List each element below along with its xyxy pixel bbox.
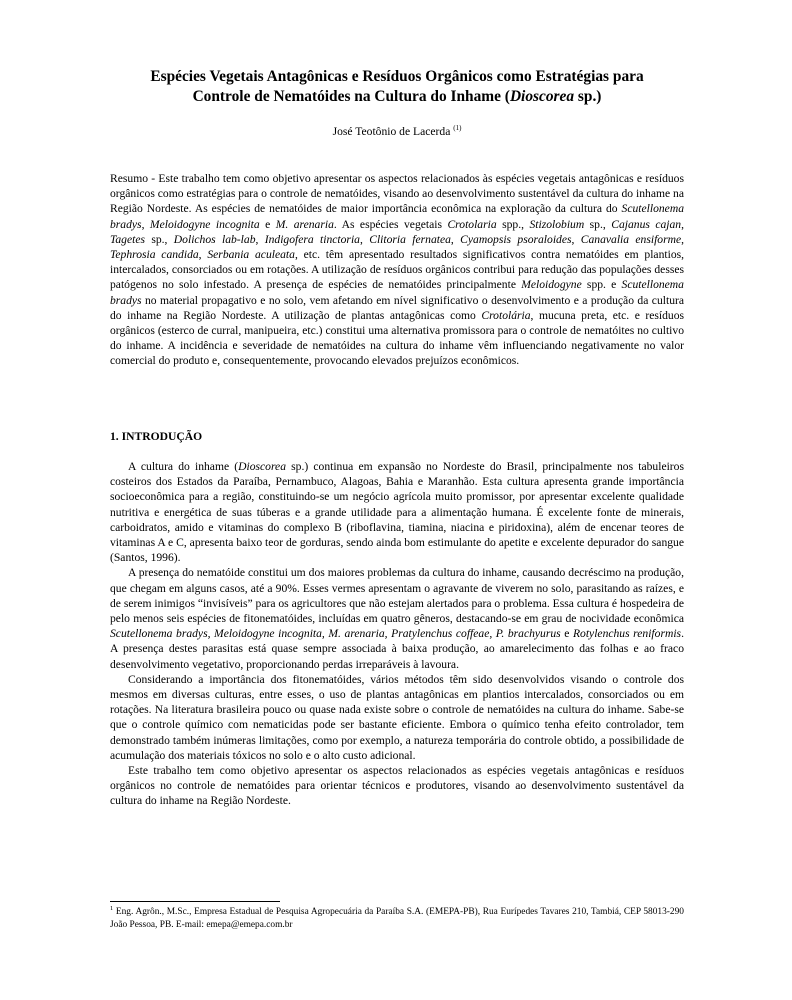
paragraph-text: e <box>560 627 573 641</box>
abstract-text: Resumo - Este trabalho tem como objetivo apresentar os aspectos relacionados às espécies vegetais antagônicas e resíduos orgânicos como estratégias para o controle de nematóides, visando ao desenvolvimento sustentável da cultura do inhame na Região Nordeste. As espécies de nematóides de maior importância econômica na exploração da cultura do <box>110 172 684 216</box>
species-name: Dioscorea <box>238 460 286 473</box>
footnote-text: Eng. Agrôn., M.Sc., Empresa Estadual de Pesquisa Agropecuária da Paraíba S.A. (EMEPA-PB), Rua Eurípedes Tavares 210, Tambiá, CEP 58013-290 João Pessoa, PB. E-mail: emepa@emepa.com.br <box>110 907 684 930</box>
author-footnote-mark: (1) <box>453 124 462 132</box>
species-name: Scutellonema bradys <box>110 202 684 231</box>
species-name: Crotolária <box>481 308 531 322</box>
author-name: José Teotônio de Lacerda <box>332 125 451 138</box>
abstract-text: , <box>571 232 581 246</box>
abstract-text: , <box>141 217 150 231</box>
abstract-text: , <box>681 217 685 231</box>
abstract-text: spp. e <box>581 278 622 292</box>
intro-paragraph-3: Considerando a importância dos fitonematóides, vários métodos têm sido desenvolvidos visando o controle dos mesmos em diversas culturas, entre esses, o uso de plantas antagônicas em plantios intercalados, consorciados ou em rotações. Na literatura brasileira pouco ou quase nada existe sobre o controle de nematóides na cultura do inhame. Sabe-se que o controle químico com nematicidas pode ser bastante eficiente. Embora o químico tenha efeito controlador, tem demonstrado também inúmeras limitações, como por exemplo, a natureza temporária do controle obtido, a possibilidade de acumulação dos materiais tóxicos no solo e o alto custo adicional. <box>110 672 684 762</box>
footnote <box>110 906 684 932</box>
paragraph-text: . A presença destes parasitas está quase sempre associada à baixa produção, ao amarelecimento das folhas e ao fraco desenvolvimento vegetativo, proporcionando perdas irreparáveis à lavoura. <box>110 627 684 671</box>
title-line-2-end: sp.) <box>574 88 602 105</box>
section-heading-introducao: 1. INTRODUÇÃO <box>110 430 203 443</box>
species-name: Dolichos lab-lab <box>173 232 256 246</box>
abstract-text: sp., <box>584 217 612 231</box>
abstract-text: sp., <box>145 232 174 246</box>
abstract-text: , <box>450 232 461 246</box>
abstract-text: , <box>198 248 208 262</box>
abstract-text: spp., <box>496 217 530 231</box>
species-name: Stizolobium <box>529 217 585 231</box>
abstract-text: no material propagativo e no solo, vem afetando em nível significativo o desenvolvimento e a produção da cultura do inhame na Região Nordeste. A utilização de plantas antagônicas como <box>110 293 684 322</box>
footnote-mark: 1 <box>110 905 114 912</box>
abstract-text: , <box>359 232 370 246</box>
abstract-text: , mucuna preta, etc. e resíduos orgânicos (esterco de curral, manipueira, etc.) constitui uma alternativa promissora para o controle de nematóites no cultivo do inhame. A incidência e severidade de nematóides na cultura do inhame vêm influenciando negativamente no valor comercial do produto e, consequentemente, provocando elevados prejuízos econômicos. <box>110 308 684 368</box>
abstract-text: , <box>681 232 685 246</box>
species-name: Tephrosia candida <box>110 248 199 262</box>
species-name: Tagetes <box>110 232 146 246</box>
species-name: Serbania aculeata <box>207 248 295 262</box>
species-name: Cajanus cajan <box>611 217 682 231</box>
species-name: Scutellonema bradys, Meloidogyne incognita, M. arenaria, Pratylenchus coffeae, P. brachyurus <box>110 627 561 641</box>
species-name: Clitoria fernatea <box>369 232 451 246</box>
title-line-2-start: Controle de Nematóides na Cultura do Inhame ( <box>192 88 510 105</box>
species-name: M. arenaria <box>275 217 334 231</box>
intro-paragraph-4: Este trabalho tem como objetivo apresentar os aspectos relacionados as espécies vegetais antagônicas e resíduos orgânicos no controle de nematóides para orientar técnicos e produtores, visando ao desenvolvimento sustentável da cultura do inhame na Região Nordeste. <box>110 764 684 808</box>
abstract-text: . As espécies vegetais <box>333 217 448 231</box>
species-name: Scutellonema bradys <box>110 278 684 307</box>
species-name: Meloidogyne incognita <box>149 217 260 231</box>
paper-title <box>110 67 684 107</box>
intro-paragraph-2 <box>110 565 684 671</box>
title-genus: Dioscorea <box>509 88 575 105</box>
abstract <box>110 171 684 369</box>
title-line-1: Espécies Vegetais Antagônicas e Resíduos Orgânicos como Estratégias para <box>150 68 644 85</box>
species-name: Cyamopsis psoraloides <box>460 232 572 246</box>
author-line <box>110 124 684 139</box>
species-name: Rotylenchus reniformis <box>572 627 682 641</box>
paragraph-text: sp.) continua em expansão no Nordeste do Brasil, principalmente nos tabuleiros costeiros dos Estados da Paraíba, Pernambuco, Alagoas, Bahia e Maranhão. Esta cultura apresenta grande importância socioeconômica para a região, constituindo-se um negócio agrícola muito promissor, por apresentar excelente qualidade nutritiva e energética de suas túberas e a grande utilidade para a alimentação humana. É excelente fonte de minerais, carboidratos, amido e vitaminas do complexo B (riboflavina, tiamina, niacina e piridoxina), além de encenar teores de vitaminas A e C, apresenta baixo teor de gorduras, sendo ainda bom estimulante do apetite e excelente depurador do sangue (Santos, 1996). <box>110 460 684 565</box>
footnote-separator <box>110 901 280 902</box>
abstract-text: , etc. têm apresentado resultados significativos contra nematóides em plantios, intercalados, consorciados ou em rotações. A utilização de resíduos orgânicos contribui para redução das populações desses patógenos no solo infestado. A presença de espécies de nematóides principalmente <box>110 248 685 292</box>
abstract-text: , <box>255 232 265 246</box>
paragraph-text: A cultura do inhame ( <box>128 460 239 473</box>
species-name: Canavalia ensiforme <box>580 232 682 246</box>
introduction-body <box>110 459 684 809</box>
title-line-2 <box>110 87 684 107</box>
species-name: Indigofera tinctoria <box>264 232 360 246</box>
intro-paragraph-1 <box>110 459 684 565</box>
species-name: Crotolaria <box>447 217 497 231</box>
abstract-text: e <box>259 217 276 231</box>
paragraph-text: A presença do nematóide constitui um dos maiores problemas da cultura do inhame, causando decréscimo na produção, que chegam em alguns casos, até a 90%. Esses vermes apresentam o agravante de viverem no solo, parasitando as raízes, e de serem inimigos “invisíveis” para os agricultores que não estejam alertados para o problema. Essa cultura é hospedeira de pelo menos seis espécies de fitonematóides, incluídas em quatro gêneros, destacando-se em grau de nocividade econômica <box>110 566 685 626</box>
species-name: Meloidogyne <box>521 278 582 292</box>
